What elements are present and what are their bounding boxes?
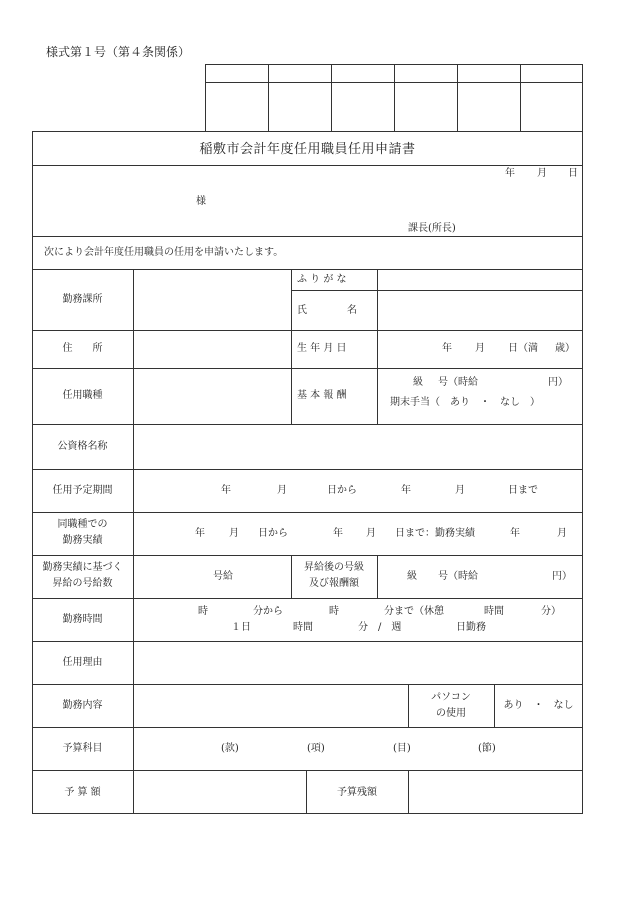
- promotion-label-line2: 昇給の号給数: [52, 578, 113, 589]
- exp-years: 年: [510, 528, 520, 539]
- position-label: 任用職種: [62, 390, 103, 401]
- exp-day-from: 日から: [258, 528, 288, 539]
- divider: [32, 555, 583, 556]
- exp-year-to: 年: [333, 528, 343, 539]
- hours-break-h: 時間: [484, 606, 504, 617]
- divider: [32, 512, 583, 513]
- budget-amount-field[interactable]: [134, 771, 305, 813]
- addressee-suffix: 様: [196, 196, 206, 207]
- hours-label: 勤務時間: [62, 614, 103, 625]
- stamp-cell-divider: [268, 64, 269, 132]
- column-divider: [291, 269, 292, 424]
- birth-month: 月: [475, 343, 485, 354]
- reason-field[interactable]: [134, 642, 582, 684]
- period-month-from: 月: [277, 485, 287, 496]
- salary-yen: 円）: [548, 377, 568, 388]
- period-day-to: 日まで: [508, 485, 538, 496]
- birth-age-unit: 歳）: [555, 343, 575, 354]
- address-field[interactable]: [134, 331, 290, 368]
- column-divider: [377, 555, 378, 598]
- exp-month-from: 月: [229, 528, 239, 539]
- name-field[interactable]: [378, 291, 582, 330]
- cert-field[interactable]: [134, 425, 582, 469]
- hours-week-days: 日勤務: [456, 622, 486, 633]
- divider: [32, 330, 583, 331]
- bonus-option: 期末手当（ あり ・ なし ）: [390, 397, 540, 408]
- period-label: 任用予定期間: [52, 485, 113, 496]
- exp-day-to: 日まで：勤務実績: [395, 528, 475, 539]
- period-month-to: 月: [455, 485, 465, 496]
- promotion-label-line1: 勤務実績に基づく: [42, 562, 123, 573]
- hours-day-h: 時間: [293, 622, 313, 633]
- divider: [32, 165, 583, 166]
- hours-start-h: 時: [198, 606, 208, 617]
- form-label: 様式第１号（第４条関係）: [46, 45, 191, 59]
- stamp-cell-divider: [520, 64, 521, 132]
- exp-year-from: 年: [195, 528, 205, 539]
- budget-amount-label: 予 算 額: [64, 787, 101, 798]
- stamp-cell-divider: [457, 64, 458, 132]
- duties-field[interactable]: [134, 685, 407, 727]
- divider: [32, 469, 583, 470]
- intro-text: 次により会計年度任用職員の任用を申請いたします。: [44, 247, 284, 258]
- budget-item-label: 予算科目: [62, 743, 103, 754]
- promotion-after-label-line2: 及び報酬額: [309, 578, 359, 589]
- budget-remaining-label: 予算残額: [337, 787, 377, 798]
- promotion-steps-unit: 号給: [213, 571, 233, 582]
- birth-day-age: 日（満: [508, 343, 538, 354]
- divider: [32, 727, 583, 728]
- budget-setsu: (節): [478, 743, 496, 754]
- budget-kou: (項): [307, 743, 325, 754]
- divider: [32, 236, 583, 237]
- applicant-title: 課長(所長): [408, 223, 456, 234]
- hours-day-m-week: 分 / 週: [358, 622, 402, 633]
- column-divider: [408, 684, 409, 727]
- divider: [32, 598, 583, 599]
- reason-label: 任用理由: [62, 657, 103, 668]
- hours-break-m: 分）: [541, 606, 561, 617]
- position-field[interactable]: [134, 369, 290, 424]
- birth-year: 年: [442, 343, 452, 354]
- experience-label-line2: 勤務実績: [62, 535, 103, 546]
- date-month-label: 月: [537, 168, 547, 179]
- birth-label: 生 年 月 日: [297, 343, 347, 354]
- budget-moku: (目): [393, 743, 411, 754]
- hours-end-h: 時: [329, 606, 339, 617]
- dept-label: 勤務課所: [62, 294, 103, 305]
- promotion-step: 号（時給: [438, 571, 478, 582]
- dept-field[interactable]: [134, 270, 290, 330]
- exp-month-to: 月: [366, 528, 376, 539]
- cert-label: 公資格名称: [57, 441, 108, 452]
- divider: [32, 368, 583, 369]
- pc-label-line1: パソコン: [431, 692, 471, 703]
- stamp-cell-divider: [331, 64, 332, 132]
- salary-grade: 級: [413, 377, 423, 388]
- furigana-label: ふ り が な: [297, 274, 347, 285]
- name-label: 氏 名: [297, 305, 357, 316]
- date-year-label: 年: [505, 168, 515, 179]
- duties-label: 勤務内容: [62, 700, 103, 711]
- pc-usage-option[interactable]: あり ・ なし: [503, 700, 574, 711]
- salary-label: 基 本 報 酬: [297, 390, 347, 401]
- salary-step: 号（時給: [438, 377, 478, 388]
- promotion-yen: 円）: [552, 571, 572, 582]
- hours-end-m: 分まで（休憩: [384, 606, 444, 617]
- period-year-from: 年: [221, 485, 231, 496]
- form-title: 稲敷市会計年度任用職員任用申請書: [199, 142, 416, 157]
- pc-label-line2: の使用: [436, 708, 466, 719]
- budget-kan: (款): [221, 743, 239, 754]
- furigana-field[interactable]: [378, 270, 582, 290]
- date-day-label: 日: [568, 168, 578, 179]
- promotion-after-label-line1: 昇給後の号級: [304, 562, 364, 573]
- period-day-from: 日から: [327, 485, 357, 496]
- promotion-grade: 級: [407, 571, 417, 582]
- exp-months: 月: [557, 528, 567, 539]
- hours-per-day: １日: [231, 622, 251, 633]
- experience-label-line1: 同職種での: [57, 519, 108, 530]
- budget-remaining-field[interactable]: [409, 771, 582, 813]
- period-year-to: 年: [401, 485, 411, 496]
- hours-start-m: 分から: [253, 606, 283, 617]
- stamp-cell-divider: [394, 64, 395, 132]
- address-label: 住 所: [62, 343, 103, 354]
